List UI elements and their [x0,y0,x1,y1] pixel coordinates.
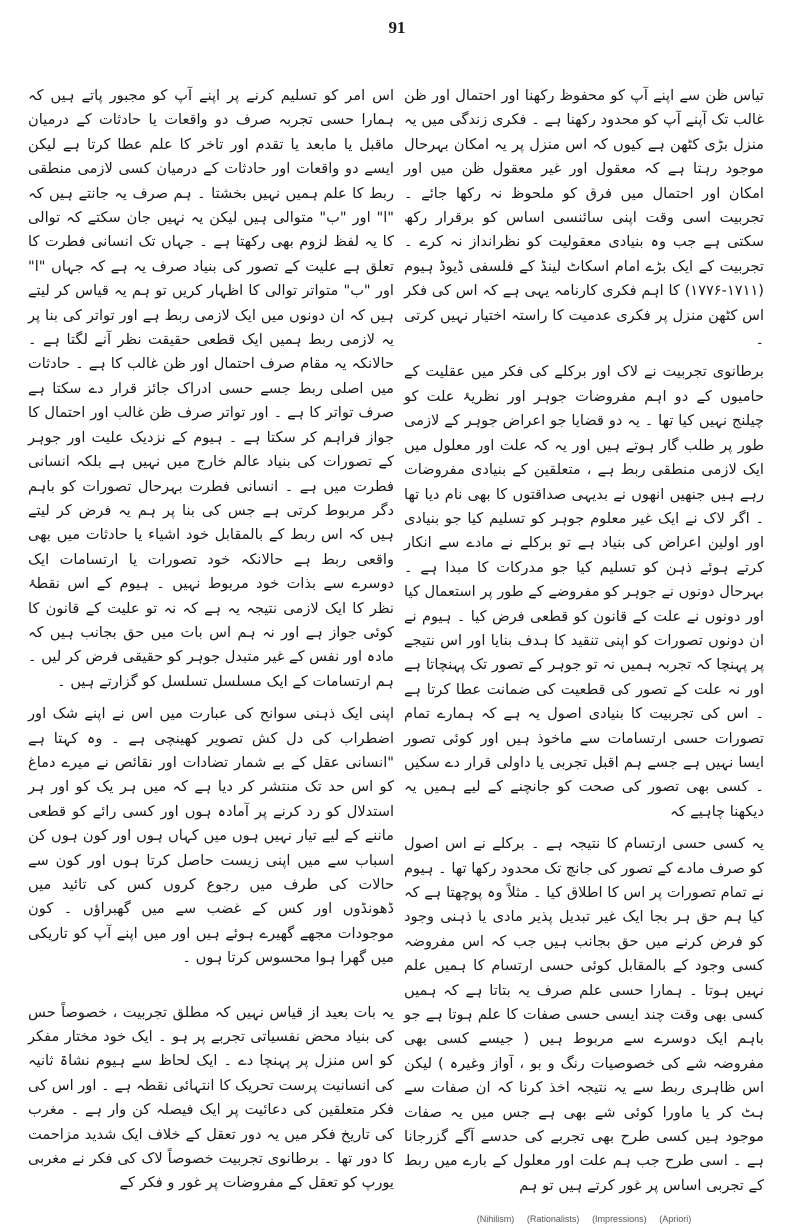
left-column [28,84,394,1192]
left-paragraph-1: اس امر کو تسلیم کرنے پر اپنے آپ کو مجبور پاتے ہیں کہ ہمارا حسی تجربہ صرف دو واقعات یا حادثات کے درمیان ماقبل یا مابعد یا تقدم اور تاخر کا علم عطا کرتا ہے لیکن ایسے دو واقعات اور حادثات کے درمیان کسی لازمی منطقی ربط کا علم ہمیں نہیں بخشتا ۔ ہم صرف یہ جانتے ہیں کہ "ا" اور "ب" متوالی ہیں لیکن یہ نہیں جان سکتے کہ توالی کا یہ لفظ لزوم بھی رکھتا ہے ۔ جہاں تک انسانی فطرت کا تعلق ہے علیت کے تصور کی بنیاد صرف یہ ہے کہ جہاں "ا" اور "ب" متواتر توالی کا اظہار کریں تو ہم یہ قیاس کر لیتے ہیں کہ ان دونوں میں ایک لازمی ربط ہے اور تواتر کی بنا پر یہ لازمی ربط ہمیں ایک قطعی حقیقت نظر آنے لگتا ہے ۔ حالانکہ یہ مقام صرف احتمال اور ظن غالب کا ہے ۔ حادثات میں اصلی ربط جسے حسی ادراک جائز قرار دے سکتا ہے صرف تواتر کا ہے ۔ اور تواتر صرف ظن غالب اور احتمال کا جواز فراہم کر سکتا ہے ۔ ہیوم کے نزدیک علیت اور جوہر کے تصورات کی بنیاد عالم خارج میں نہیں ہے بلکہ انسانی فطرت میں ہے ۔ انسانی فطرت بہرحال تصورات کو باہم دگر مربوط کرتی ہے جس کی بنا پر ہم یہ فرض کر لیتے ہیں کہ اس ربط کے بالمقابل خود اشیاء یا حادثات میں بھی واقعی ربط ہے حالانکہ خود تصورات یا ارتسامات ایک دوسرے سے بذات خود مربوط نہیں ۔ ہیوم کے اس نقطۂ نظر کا ایک لازمی نتیجہ یہ ہے کہ نہ تو علیت کے قانون کا کوئی جواز ہے اور نہ ہم اس بات میں حق بجانب ہیں کہ مادہ اور نفس کے غیر متبدل جوہر کو حقیقی فرض کر لیں ۔ ہم ارتسامات کے ایک مسلسل تسلسل کو گزارتے ہیں ۔ [28,87,394,690]
latin-term-nihilism: (Nihilism) [476,1214,515,1225]
right-paragraph-1: تیاس ظن سے اپنے آپ کو محفوظ رکھنا اور احتمال اور ظن غالب تک آپنے آپ کو محدود رکھنا ہے ۔ فکری زندگی میں یہ منزل بڑی کٹھن ہے کیوں کہ اس منزل پر یہ امکان بہرحال موجود رہتا ہے کہ معقول اور غیر معقول ظن میں اور امکان اور احتمال میں فرق کو ملحوظ نہ رکھا جائے ۔ تجربیت اسی وقت اپنی سائنسی اساس کو برقرار رکھ سکتی ہے جب وہ بنیادی معقولیت کو نظرانداز نہ کرے ۔ تجربیت کے ایک بڑے امام اسکاٹ لینڈ کے فلسفی ڈیوڈ ہیوم (۱۷۱۱-۱۷۷۶) کا اہم فکری کارنامہ یہی ہے کہ اس کی فکر اس کٹھن منزل پر فکری عدمیت کا راستہ اختیار نہیں کرتی ۔ [404,87,764,349]
latin-term-apriori: (Apriori) [659,1214,692,1225]
latin-term-rationalists: (Rationalists) [526,1214,580,1225]
left-paragraph-2: اپنی ایک ذہنی سوانح کی عبارت میں اس نے اپنے شک اور اضطراب کی دل کش تصویر کھینچی ہے ۔ وہ کہتا ہے "انسانی عقل کے بے شمار تضادات اور نقائص نے میرے دماغ کو اس حد تک منتشر کر دیا ہے کہ میں ہر یک کو اور ہر استدلال کو رد کرنے پر آمادہ ہوں اور کسی رائے کو قطعی ماننے کے لیے تیار نہیں ہوں میں کہاں ہوں اور کون ہوں کن اسباب سے میں اپنی زیست حاصل کرتا ہوں اور کون سے حالات کی طرف میں رجوع کروں کس کی تائید میں ڈھونڈوں اور کس کے غضب سے میں گھبراؤں ۔ کون موجودات مجھے گھیرے ہوئے ہیں اور میں اپنے آپ کو تاریکی میں گھرا ہوا محسوس کرتا ہوں ۔ [28,705,394,967]
latin-terms [404,1206,764,1231]
left-paragraph-3: یہ بات بعید از قیاس نہیں کہ مطلق تجربیت ، خصوصاً حس کی بنیاد محض نفسیاتی تجربے پر ہو ۔ ایک خود مختار مفکر کو اس منزل پر پہنچا دے ۔ ایک لحاظ سے ہیوم نشاۃ ثانیہ کی انسانیت پرست تحریک کا انتہائی نقطہ ہے ۔ اور اس کی فکر متعلقین کی دعائیت پر ایک فیصلہ کن وار ہے ۔ مغرب کی تاریخ فکر میں یہ دور تعقل کے خلاف ایک شدید مزاحمت کا دور تھا ۔ برطانوی تجربیت خصوصاً لاک کی فکر نے مغربی یورپ کو تعقل کے مفروضات پر غور و فکر کے [28,1003,394,1192]
right-paragraph-2: برطانوی تجربیت نے لاک اور برکلے کی فکر میں عقلیت کے حامیوں کے دو اہم مفروضات جوہر اور نظریۂ علت کو چیلنج نہیں کیا تھا ۔ یہ دو قضایا جو اعراض جوہر کے لازمی طور پر طلب گار ہوتے ہیں اور یہ کہ علت اور معلول میں ایک لازمی منطقی ربط ہے ، متعلقین کے بنیادی مفروضات رہے ہیں جنھیں انھوں نے بدیہی صداقتوں کا بھی نام دیا تھا ۔ اگر لاک نے ایک غیر معلوم جوہر کو تسلیم کیا جو بنیادی اور اولین اعراض کی بنیاد ہے تو برکلے نے مادے سے انکار کرتے ہوئے ذہن کو تسلیم کیا جو مدرکات کا مبدا ہے ۔ بہرحال دونوں نے جوہر کو مفروضے کے طور پر استعمال کیا اور دونوں نے علت کے قانون کو قطعی فرض کیا ۔ ہیوم نے ان دونوں تصورات کو اپنی تنقید کا ہدف بنایا اور اس نتیجے پر پہنچا کہ تجربہ ہمیں نہ تو جوہر کے تصور تک پہنچاتا ہے اور نہ علت کے تصور کی قطعیت کی ضمانت عطا کرتا ہے ۔ اس کی تجربیت کا بنیادی اصول یہ ہے کہ ہمارے تمام تصورات حسی ارتسامات سے ماخوذ ہیں اور کوئی تصور ایسا نہیں ہے جسے ہم اقبل تجربی یا داولی قرار دے سکیں ۔ کسی بھی تصور کی صحت کو جانچنے کے لیے ہمیں یہ دیکھنا چاہیے کہ [404,363,764,820]
latin-term-impressions: (Impressions) [592,1214,647,1225]
page-number: 91 [388,18,406,37]
right-paragraph-3: یہ کسی حسی ارتسام کا نتیجہ ہے ۔ برکلے نے اس اصول کو صرف مادے کے تصور کی جانچ تک محدود رکھا تھا ۔ ہیوم نے تمام تصورات پر اس کا اطلاق کیا ۔ مثلاً وہ پوچھتا ہے کہ کیا ہم حق ہر بجا ایک غیر تبدیل پذیر مادی یا ذہنی وجود کو فرض کرنے میں حق بجانب ہیں جب کہ اس مفروضہ کسی وجود کے بالمقابل کوئی حسی ارتسام کا ہمیں علم نہیں ہوتا ۔ ہمارا حسی علم صرف یہ بتاتا ہے کہ ہمیں کسی بھی وقت چند ایسی حسی صفات کا علم ہوتا ہے جو باہم ایک دوسرے سے مربوط ہیں ( جیسے کسی بھی مفروضہ شے کی خصوصیات رنگ و بو ، آواز وغیرہ ) لیکن اس ظاہری ربط سے یہ نتیجہ اخذ کرنا کہ ان صفات سے ہٹ کر یا ماورا کوئی شے بھی ہے جس میں یہ صفات موجود ہیں کسی طرح بھی تجربے کی حدسے آگے گزرجانا ہے ۔ اسی طرح جب ہم علت اور معلول کے بارے میں ربط کے تجربی اساس پر غور کرتے ہیں تو ہم [404,835,764,1194]
right-column [404,84,764,1225]
